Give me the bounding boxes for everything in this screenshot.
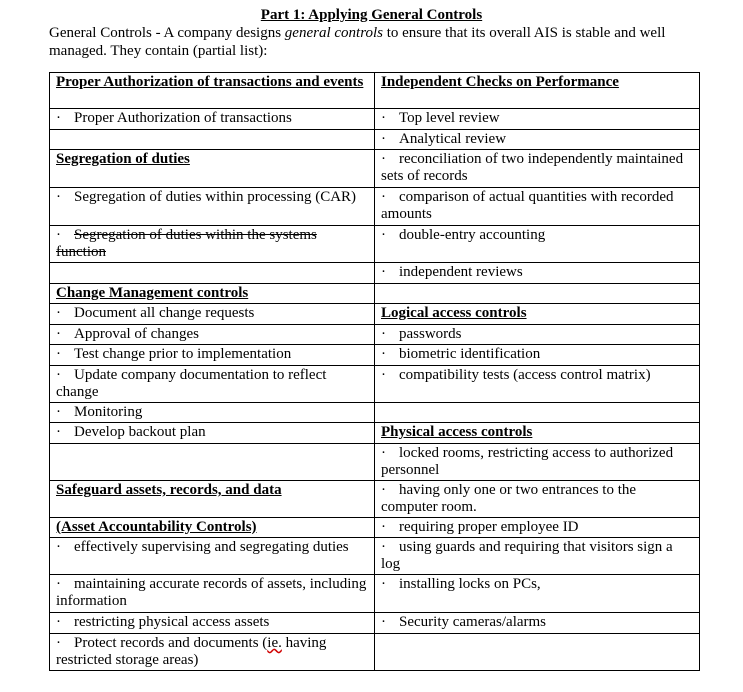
list-item: · double-entry accounting xyxy=(375,226,700,263)
table-row xyxy=(50,403,700,423)
table-row xyxy=(50,130,700,150)
physical-access-header: Physical access controls xyxy=(381,424,533,440)
list-item: · restricting physical access assets xyxy=(50,613,375,634)
table-cell xyxy=(375,73,700,109)
list-item: · maintaining accurate records of assets, including information xyxy=(50,575,375,613)
table-cell xyxy=(375,284,700,304)
list-item: · locked rooms, restricting access to authorized personnel xyxy=(375,444,700,481)
table-cell xyxy=(50,150,375,188)
list-item: · reconciliation of two independently maintained sets of records xyxy=(375,150,700,188)
list-item: · Analytical review xyxy=(375,130,700,150)
table-row xyxy=(50,150,700,188)
list-item xyxy=(50,634,375,671)
table-row xyxy=(50,263,700,284)
table-row xyxy=(50,538,700,575)
list-item: · Security cameras/alarms xyxy=(375,613,700,634)
list-item: · Segregation of duties within processing (CAR) xyxy=(50,188,375,226)
table-row xyxy=(50,73,700,109)
table-cell xyxy=(50,130,375,150)
table-row xyxy=(50,366,700,403)
list-item: · independent reviews xyxy=(375,263,700,284)
logical-access-header: Logical access controls xyxy=(381,305,527,321)
intro-line-2: managed. They contain (partial list): xyxy=(49,43,268,59)
protect-item-end: having restricted storage areas) xyxy=(56,635,327,668)
table-row xyxy=(50,575,700,613)
list-item: · using guards and requiring that visitors sign a log xyxy=(375,538,700,575)
general-controls-table xyxy=(49,72,700,671)
list-item: · having only one or two entrances to the computer room. xyxy=(375,481,700,518)
table-row xyxy=(50,188,700,226)
list-item: · Document all change requests xyxy=(50,304,375,325)
table-cell xyxy=(50,518,375,538)
struck-item-text: Segregation of duties within the systems function xyxy=(56,227,317,260)
independent-checks-header: Independent Checks on Performance xyxy=(381,74,619,90)
table-row xyxy=(50,444,700,481)
list-item: · Approval of changes xyxy=(50,325,375,345)
list-item: · Test change prior to implementation xyxy=(50,345,375,366)
table-row xyxy=(50,304,700,325)
intro-text-emphasis: general controls xyxy=(284,25,383,41)
list-item: · effectively supervising and segregating duties xyxy=(50,538,375,575)
protect-item-start: Protect records and documents ( xyxy=(74,635,268,651)
table-cell xyxy=(375,304,700,325)
list-item: · Update company documentation to reflect change xyxy=(50,366,375,403)
list-item: · Top level review xyxy=(375,109,700,130)
table-row xyxy=(50,518,700,538)
list-item: · requiring proper employee ID xyxy=(375,518,700,538)
intro-paragraph xyxy=(49,24,729,60)
list-item: · Develop backout plan xyxy=(50,423,375,444)
table-row xyxy=(50,109,700,130)
table-row xyxy=(50,481,700,518)
protect-item-ie: ie. xyxy=(267,635,282,651)
page-title: Part 1: Applying General Controls xyxy=(260,7,483,23)
segregation-header: Segregation of duties xyxy=(56,151,190,167)
change-management-header: Change Management controls xyxy=(56,285,249,301)
list-item: · compatibility tests (access control matrix) xyxy=(375,366,700,403)
table-cell xyxy=(50,73,375,109)
list-item xyxy=(50,226,375,263)
list-item: · comparison of actual quantities with recorded amounts xyxy=(375,188,700,226)
intro-text-start: General Controls - A company designs xyxy=(49,25,285,41)
table-row xyxy=(50,226,700,263)
intro-text-end: to ensure that its overall AIS is stable and well xyxy=(382,25,666,41)
table-cell xyxy=(50,481,375,518)
safeguard-header: Safeguard assets, records, and data xyxy=(56,482,282,498)
table-row xyxy=(50,284,700,304)
list-item: · biometric identification xyxy=(375,345,700,366)
table-row xyxy=(50,325,700,345)
intro-line-1 xyxy=(49,24,729,42)
proper-authorization-header: Proper Authorization of transactions and events xyxy=(56,74,364,90)
table-row xyxy=(50,423,700,444)
table-cell xyxy=(375,403,700,423)
list-item: · installing locks on PCs, xyxy=(375,575,700,613)
table-cell xyxy=(375,423,700,444)
table-row xyxy=(50,345,700,366)
table-cell xyxy=(375,634,700,671)
table-cell xyxy=(50,284,375,304)
table-row xyxy=(50,634,700,671)
list-item: · Proper Authorization of transactions xyxy=(50,109,375,130)
asset-accountability-header: (Asset Accountability Controls) xyxy=(56,519,257,535)
table-row xyxy=(50,613,700,634)
list-item: · passwords xyxy=(375,325,700,345)
list-item: · Monitoring xyxy=(50,403,375,423)
table-cell xyxy=(50,444,375,481)
table-cell xyxy=(50,263,375,284)
